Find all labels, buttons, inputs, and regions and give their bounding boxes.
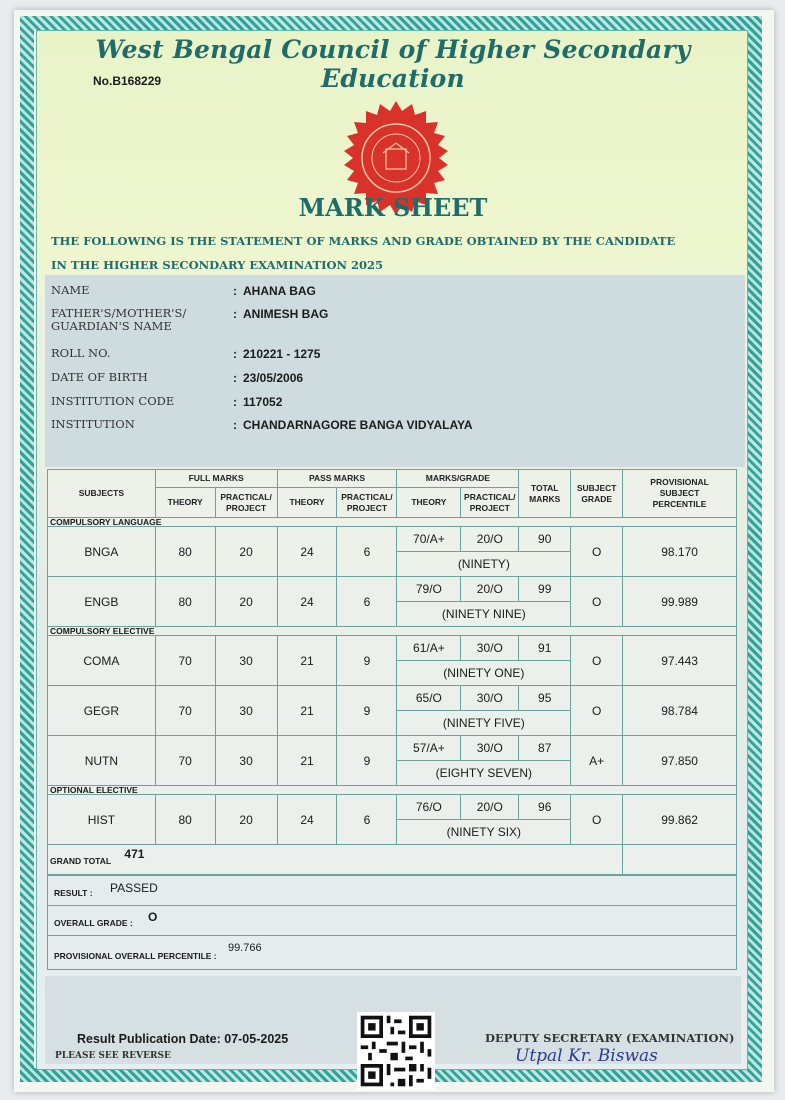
obtained-theory: 57/A+: [397, 736, 461, 761]
full-practical: 30: [215, 736, 277, 786]
total-in-words: (NINETY FIVE): [397, 711, 571, 736]
pass-practical: 9: [337, 636, 397, 686]
pass-practical-header: [337, 488, 397, 518]
total-header-line1: TOTAL: [530, 482, 559, 493]
full-practical: 30: [215, 636, 277, 686]
full-theory: 70: [155, 636, 215, 686]
roll-number: 210221 - 1275: [243, 347, 321, 361]
total-marks-header: [519, 470, 571, 518]
subject-grade: O: [571, 795, 623, 845]
table-row: [48, 686, 737, 711]
guardian-name: ANIMESH BAG: [243, 307, 329, 321]
full-practical-line2: PROJECT: [226, 502, 267, 513]
candidate-name: AHANA BAG: [243, 284, 316, 298]
pass-practical: 6: [337, 795, 397, 845]
institution-name: CHANDARNAGORE BANGA VIDYALAYA: [243, 418, 473, 432]
official-signature: Utpal Kr. Biswas: [515, 1046, 658, 1066]
pass-practical: 9: [337, 736, 397, 786]
total-header-line2: MARKS: [529, 493, 561, 504]
total-in-words: (NINETY ONE): [397, 661, 571, 686]
subject-grade: O: [571, 636, 623, 686]
grand-total-label: GRAND TOTAL: [50, 856, 112, 866]
marks-grade-header: MARKS/GRADE: [397, 470, 519, 488]
percentile-header: [623, 470, 737, 518]
obtained-practical: 20/O: [461, 795, 519, 820]
pass-practical: 9: [337, 686, 397, 736]
colon: :: [233, 347, 237, 361]
subject-percentile: 98.784: [623, 686, 737, 736]
total-in-words: (NINETY): [397, 552, 571, 577]
pass-theory: 21: [277, 636, 337, 686]
publication-date: Result Publication Date: 07-05-2025: [77, 1032, 289, 1046]
percentile-row: [48, 936, 736, 969]
full-practical: 20: [215, 527, 277, 577]
obtained-theory: 76/O: [397, 795, 461, 820]
full-practical: 20: [215, 795, 277, 845]
category-row: [48, 627, 737, 636]
subject-percentile: 97.850: [623, 736, 737, 786]
full-theory: 70: [155, 736, 215, 786]
statement-text: [51, 229, 741, 277]
obtained-practical: 20/O: [461, 577, 519, 602]
grand-total-row: [48, 845, 737, 876]
pct-header-line3: PERCENTILE: [652, 499, 707, 509]
certificate-body: [36, 30, 748, 1070]
result-row: [48, 875, 736, 906]
subject-grade-header: [571, 470, 623, 518]
subject-code: NUTN: [48, 736, 156, 786]
total-marks: 90: [519, 527, 571, 552]
obtained-theory-header: THEORY: [397, 488, 461, 518]
guardian-label: [51, 307, 186, 333]
colon: :: [233, 307, 237, 321]
code-label: INSTITUTION CODE: [51, 394, 175, 408]
category-language: COMPULSORY LANGUAGE: [48, 518, 737, 527]
full-theory: 80: [155, 577, 215, 627]
obtained-practical: 20/O: [461, 527, 519, 552]
full-theory-header: THEORY: [155, 488, 215, 518]
pass-practical-line2: PROJECT: [346, 502, 388, 513]
date-of-birth: 23/05/2006: [243, 371, 304, 385]
pct-header-line1: PROVISIONAL: [650, 477, 709, 487]
serial-number: No.B168229: [93, 74, 162, 88]
obtained-theory: 65/O: [397, 686, 461, 711]
result-value: PASSED: [110, 881, 158, 895]
subject-percentile: 99.862: [623, 795, 737, 845]
guardian-label-line1: FATHER'S/MOTHER'S/: [51, 306, 187, 320]
subject-percentile: 98.170: [623, 527, 737, 577]
obtained-practical: 30/O: [461, 636, 519, 661]
subject-percentile: 97.443: [623, 636, 737, 686]
result-label: RESULT :: [54, 888, 93, 898]
subject-code: HIST: [48, 795, 156, 845]
full-theory: 80: [155, 527, 215, 577]
colon: :: [233, 418, 237, 432]
table-row: [48, 577, 737, 602]
obtained-practical-line1: PRACTICAL/: [464, 491, 516, 502]
obtained-theory: 61/A+: [397, 636, 461, 661]
see-reverse-note: PLEASE SEE REVERSE: [55, 1051, 171, 1061]
total-in-words: (EIGHTY SEVEN): [397, 761, 571, 786]
deputy-secretary-title: DEPUTY SECRETARY (EXAMINATION): [485, 1031, 735, 1045]
pass-practical: 6: [337, 527, 397, 577]
subject-grade: O: [571, 527, 623, 577]
category-elective: COMPULSORY ELECTIVE: [48, 627, 737, 636]
pct-header-line2: SUBJECT: [659, 488, 700, 498]
council-name: West Bengal Council of Higher Secondary Education: [95, 35, 691, 93]
statement-line-1: THE FOLLOWING IS THE STATEMENT OF MARKS AND GRADE OBTAINED BY THE CANDIDATE: [51, 234, 676, 248]
obtained-theory: 70/A+: [397, 527, 461, 552]
subject-code: BNGA: [48, 527, 156, 577]
marks-table: [47, 469, 737, 876]
grand-total-cell: [48, 845, 623, 876]
pass-theory-header: THEORY: [277, 488, 337, 518]
dob-label: DATE OF BIRTH: [51, 370, 148, 384]
total-in-words: (NINETY NINE): [397, 602, 571, 627]
institution-code: 117052: [243, 395, 283, 409]
obtained-practical: 30/O: [461, 736, 519, 761]
full-practical: 20: [215, 577, 277, 627]
obtained-practical-header: [461, 488, 519, 518]
pass-practical-line1: PRACTICAL/: [341, 491, 393, 502]
grand-total-empty: [623, 845, 737, 876]
pass-theory: 24: [277, 795, 337, 845]
total-marks: 96: [519, 795, 571, 820]
pass-theory: 24: [277, 577, 337, 627]
subject-grade: O: [571, 577, 623, 627]
table-row: [48, 795, 737, 820]
institution-label: INSTITUTION: [51, 417, 135, 431]
colon: :: [233, 395, 237, 409]
full-practical: 30: [215, 686, 277, 736]
obtained-practical: 30/O: [461, 686, 519, 711]
pass-practical: 6: [337, 577, 397, 627]
candidate-details: [45, 275, 745, 467]
colon: :: [233, 371, 237, 385]
subject-percentile: 99.989: [623, 577, 737, 627]
percentile-label: PROVISIONAL OVERALL PERCENTILE :: [54, 951, 217, 961]
pass-theory: 21: [277, 736, 337, 786]
header-row-1: [48, 470, 737, 488]
category-optional: OPTIONAL ELECTIVE: [48, 786, 737, 795]
subject-grade: O: [571, 686, 623, 736]
subject-code: GEGR: [48, 686, 156, 736]
pass-theory: 21: [277, 686, 337, 736]
statement-line-2: IN THE HIGHER SECONDARY EXAMINATION 2025: [51, 258, 384, 272]
total-marks: 99: [519, 577, 571, 602]
total-marks: 95: [519, 686, 571, 711]
colon: :: [233, 284, 237, 298]
roll-label: ROLL NO.: [51, 346, 111, 360]
category-row: [48, 786, 737, 795]
full-theory: 70: [155, 686, 215, 736]
full-theory: 80: [155, 795, 215, 845]
total-marks: 91: [519, 636, 571, 661]
guardian-label-line2: GUARDIAN'S NAME: [51, 319, 172, 333]
total-marks: 87: [519, 736, 571, 761]
grand-total-value: 471: [124, 847, 145, 861]
category-row: [48, 518, 737, 527]
pass-marks-header: PASS MARKS: [277, 470, 397, 488]
full-practical-header: [215, 488, 277, 518]
table-row: [48, 736, 737, 761]
name-label: NAME: [51, 283, 90, 297]
grade-header-line2: GRADE: [581, 493, 613, 504]
subject-code: COMA: [48, 636, 156, 686]
result-box: [47, 874, 737, 970]
full-marks-header: FULL MARKS: [155, 470, 277, 488]
obtained-theory: 79/O: [397, 577, 461, 602]
pass-theory: 24: [277, 527, 337, 577]
percentile-value: 99.766: [228, 942, 262, 954]
full-practical-line1: PRACTICAL/: [220, 491, 272, 502]
subject-code: ENGB: [48, 577, 156, 627]
table-row: [48, 527, 737, 552]
subject-grade: A+: [571, 736, 623, 786]
grade-header-line1: SUBJECT: [576, 482, 617, 493]
subjects-header: SUBJECTS: [48, 470, 156, 518]
overall-grade-value: O: [148, 910, 158, 924]
total-in-words: (NINETY SIX): [397, 820, 571, 845]
overall-grade-row: [48, 906, 736, 936]
overall-grade-label: OVERALL GRADE :: [54, 918, 133, 928]
table-row: [48, 636, 737, 661]
qr-code-icon: [357, 1012, 435, 1090]
document-title: MARK SHEET: [298, 193, 488, 222]
obtained-practical-line2: PROJECT: [469, 502, 510, 513]
